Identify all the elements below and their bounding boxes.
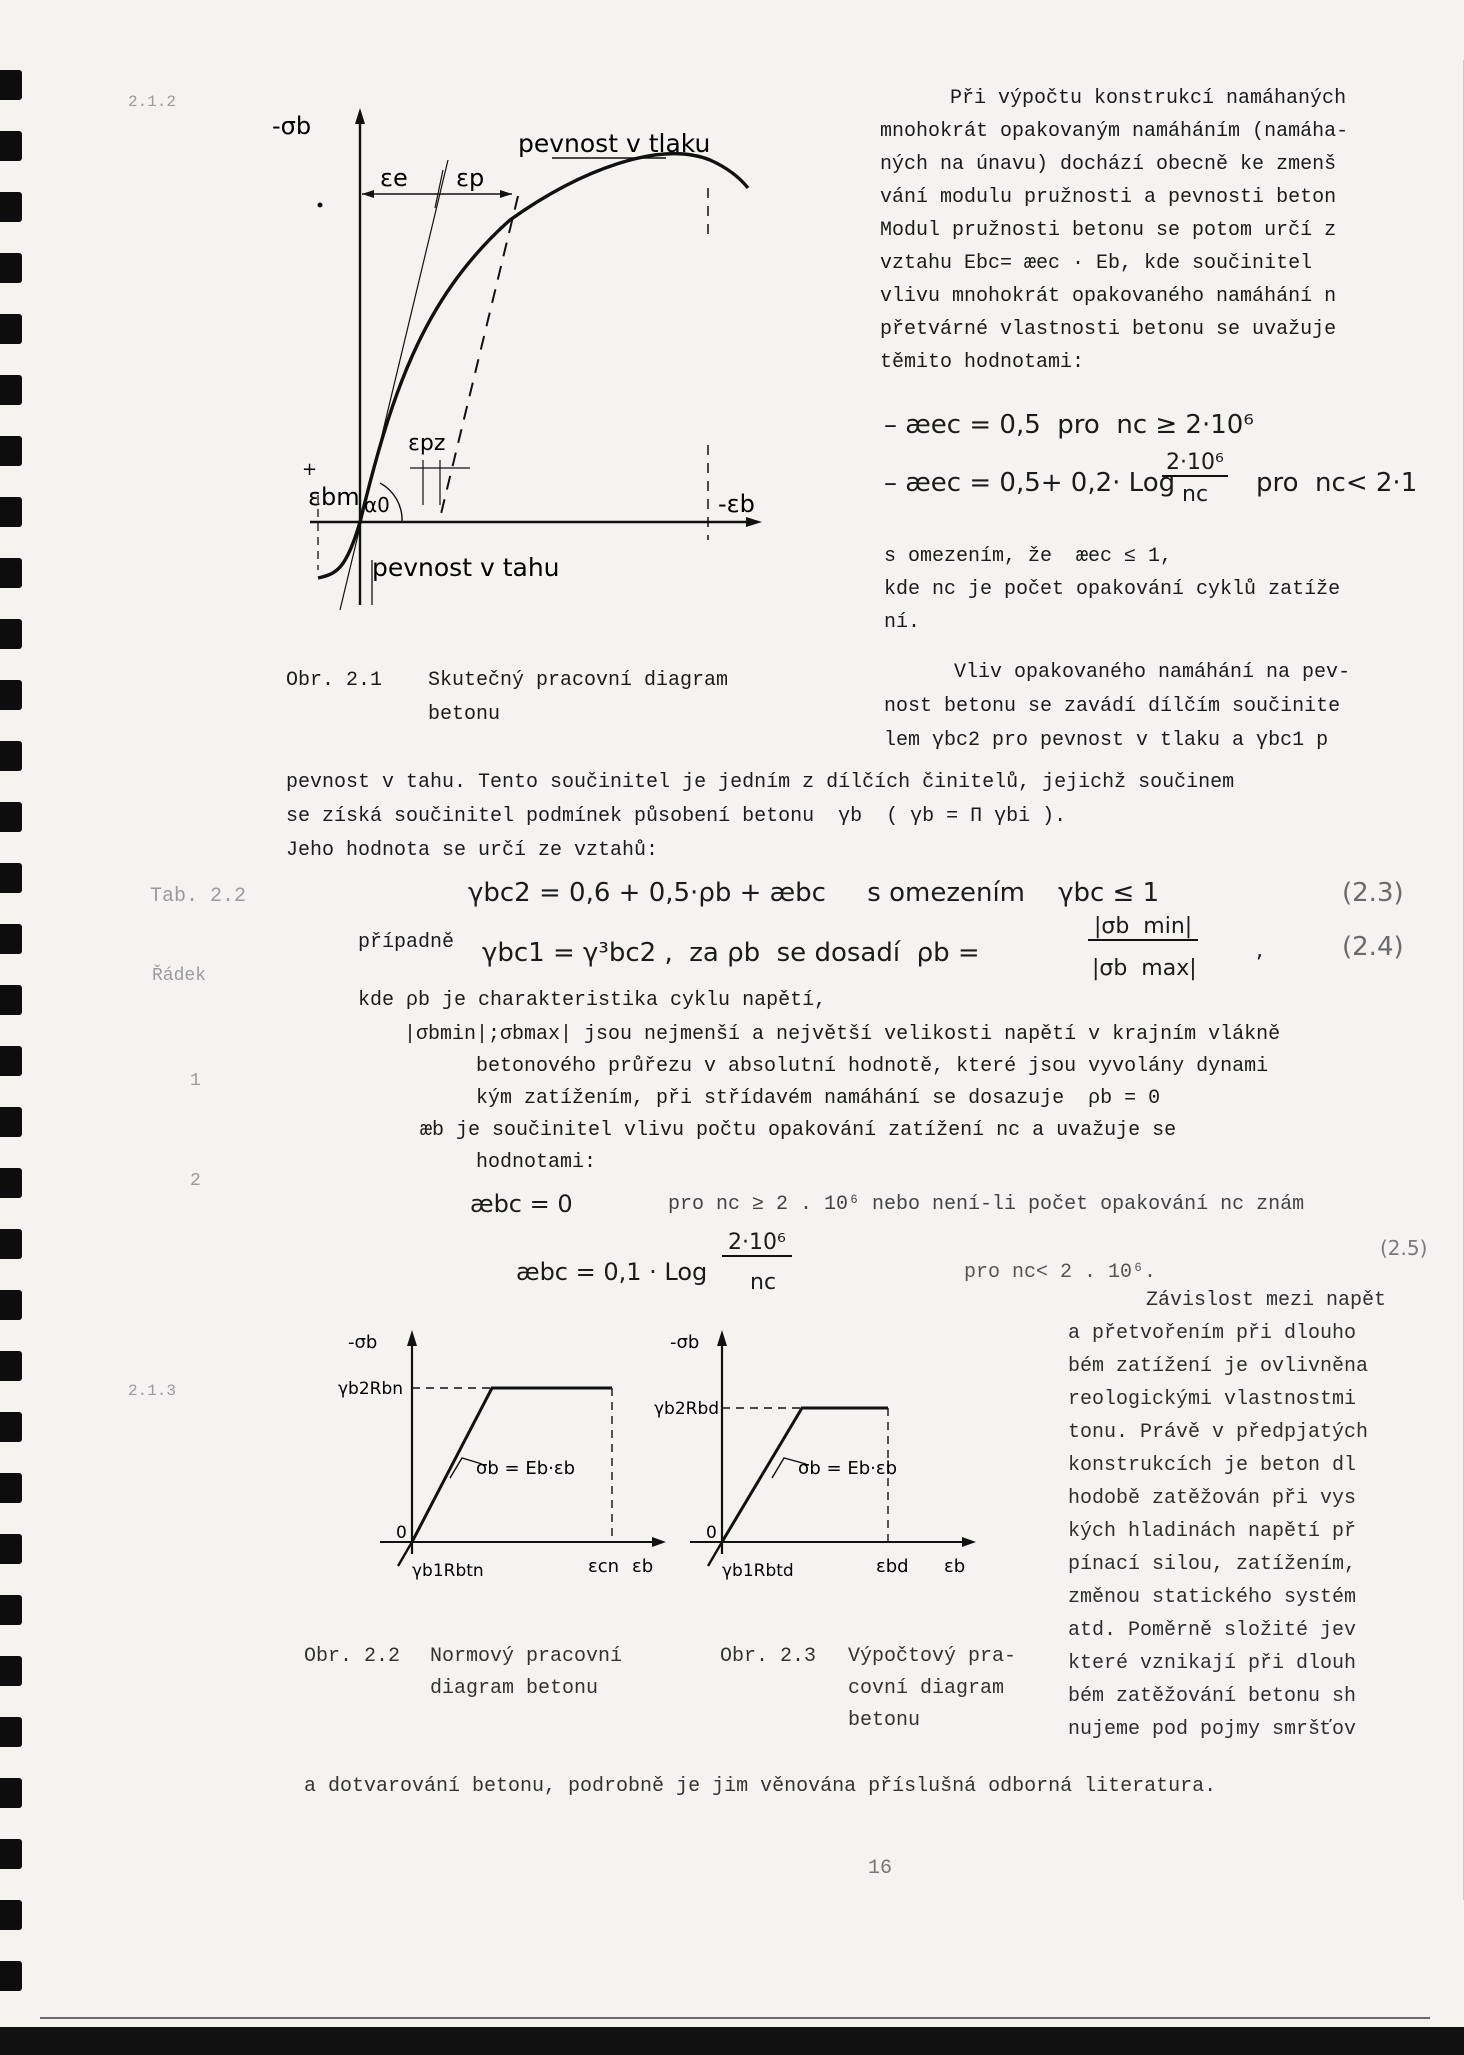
- fig2-caption-label: Obr. 2.2: [304, 1645, 401, 1668]
- fig2-label-eb: εb: [632, 1556, 654, 1577]
- fig1-unloading-line: [440, 196, 518, 518]
- final-line: a dotvarování betonu, podrobně je jim věnována příslušná odborná literatura.: [304, 1775, 1217, 1798]
- equation-2-4-denominator: |σb max|: [1092, 956, 1197, 981]
- kappa-bc-equation-1: æbc = 0: [470, 1190, 573, 1218]
- fig1-label-sigma: -σb: [272, 112, 312, 140]
- definition-line: hodnotami:: [476, 1151, 597, 1174]
- fig2-label-eq: σb = Eb·εb: [476, 1458, 576, 1479]
- kappa-eq2-num: 2·10⁶: [1162, 450, 1228, 477]
- fig3-caption-text-2: covní diagram: [848, 1677, 1005, 1700]
- fig1-label-tension: pevnost v tahu: [372, 553, 560, 582]
- fig3-label-bottom: γb1Rbtd: [722, 1561, 794, 1581]
- fig1-x-arrow: [746, 517, 762, 527]
- kappa-equation-1: – æec = 0,5 pro nc ≥ 2·10⁶: [884, 410, 1254, 440]
- fig2-caption-text: Normový pracovní: [430, 1645, 623, 1668]
- intro-line: vlivu mnohokrát opakovaného namáhání n: [880, 285, 1337, 308]
- equation-2-4: γbc1 = γ³bc2 , za ρb se dosadí ρb =: [482, 938, 980, 968]
- ghost-table-header: Řádek: [152, 966, 207, 986]
- figure-2-3: [650, 1318, 990, 1648]
- fig1-label-ep: εp: [456, 164, 485, 192]
- equation-2-4-number: (2.4): [1342, 932, 1404, 962]
- paragraph2-line: Jeho hodnota se určí ze vztahů:: [286, 839, 659, 862]
- intro-line: přetvárné vlastnosti betonu se uvažuje: [880, 318, 1337, 341]
- equation-2-4-prefix: případně: [358, 931, 455, 954]
- fig1-label-ebm-sup: +: [302, 459, 318, 480]
- binding-ring: [0, 1290, 22, 1320]
- equation-2-4-numerator: |σb min|: [1088, 914, 1198, 941]
- fig1-label-ee: εe: [380, 164, 408, 192]
- binding-ring: [0, 314, 22, 344]
- binding-ring: [0, 1107, 22, 1137]
- kappa-eq2-left: – æec = 0,5+ 0,2· Log: [884, 468, 1176, 498]
- rheology-line: reologickými vlastnostmi: [1068, 1388, 1357, 1411]
- rheology-line: konstrukcích je beton dl: [1068, 1454, 1357, 1477]
- binding-ring: [0, 131, 22, 161]
- bottom-scan-border: [0, 2027, 1464, 2055]
- figure-2-2: [340, 1318, 670, 1648]
- binding-ring: [0, 1351, 22, 1381]
- binding-ring: [0, 863, 22, 893]
- binding-ring: [0, 1961, 22, 1991]
- binding-ring: [0, 1046, 22, 1076]
- intro-line: [880, 247, 1348, 280]
- intro-line: vání modulu pružnosti a pevnosti beton: [880, 186, 1337, 209]
- rheology-line: atd. Poměrně složité jev: [1068, 1619, 1357, 1642]
- intro-line: Při výpočtu konstrukcí namáhaných: [950, 87, 1347, 110]
- intro-line: Modul pružnosti betonu se potom určí z: [880, 219, 1337, 242]
- rheology-line: a přetvořením při dlouho: [1068, 1322, 1357, 1345]
- fig1-strain-divider: [435, 170, 443, 208]
- binding-ring: [0, 1534, 22, 1564]
- definition-line: |σbmin|;σbmax| jsou nejmenší a největší velikosti napětí v krajním vlákně: [404, 1023, 1281, 1046]
- intro-line: těmito hodnotami:: [880, 351, 1085, 374]
- rheology-line: kých hladinách napětí př: [1068, 1520, 1357, 1543]
- rheology-line: pínací silou, zatížením,: [1068, 1553, 1357, 1576]
- fig1-label-ebm: εbm: [308, 483, 360, 511]
- figure-2-1: [272, 100, 780, 620]
- intro-line: mnohokrát opakovaným namáháním (namáha-: [880, 120, 1349, 143]
- limit-line: kde nc je počet opakování cyklů zatíže: [884, 578, 1341, 601]
- equation-2-4-comma: ,: [1256, 938, 1263, 963]
- binding-ring: [0, 558, 22, 588]
- ghost-row-2: 2: [190, 1171, 201, 1191]
- kappa-bc-denominator: nc: [750, 1270, 777, 1295]
- fig1-caption-label: Obr. 2.1: [286, 669, 383, 692]
- binding-ring: [0, 253, 22, 283]
- rheology-line: tonu. Právě v předpjatých: [1068, 1421, 1369, 1444]
- paragraph2-line: nost betonu se zavádí dílčím součinite: [884, 695, 1341, 718]
- kappa-bc-equation-2: æbc = 0,1 · Log: [516, 1258, 708, 1286]
- fig1-caption-text-2: betonu: [428, 703, 501, 726]
- ghost-table-label: Tab. 2.2: [150, 885, 247, 908]
- fig3-label-top: γb2Rbd: [654, 1399, 720, 1419]
- ghost-row-1: 1: [190, 1071, 201, 1091]
- binding-ring: [0, 1168, 22, 1198]
- fig1-label-peak: pevnost v tlaku: [518, 129, 711, 158]
- equation-2-3: γbc2 = 0,6 + 0,5·ρb + æbc s omezením γbc ≤ 1: [468, 878, 1160, 908]
- fig2-label-zero: 0: [396, 1523, 407, 1543]
- fig3-caption-label: Obr. 2.3: [720, 1645, 817, 1668]
- kappa-bc-condition-1: pro nc ≥ 2 . 10⁶ nebo není-li počet opakování nc znám: [668, 1193, 1305, 1216]
- rheology-line: hodobě zatěžován při vys: [1068, 1487, 1357, 1510]
- equation-2-5-number: (2.5): [1380, 1236, 1428, 1260]
- binding-ring: [0, 1839, 22, 1869]
- fig3-label-ebd: εbd: [876, 1556, 909, 1577]
- definition-line: kým zatížením, při střídavém namáhání se dosazuje ρb = 0: [476, 1087, 1161, 1110]
- kappa-eq2-right: pro nc< 2·1: [1256, 468, 1418, 498]
- limit-line: s omezením, že æec ≤ 1,: [884, 545, 1173, 568]
- binding-ring: [0, 70, 22, 100]
- fig2-caption-text-2: diagram betonu: [430, 1677, 599, 1700]
- ghost-section: 2.1.3: [128, 1382, 177, 1400]
- binding-ring: [0, 1778, 22, 1808]
- definition-line: kde ρb je charakteristika cyklu napětí,: [358, 989, 827, 1012]
- rheology-line: nujeme pod pojmy smršťov: [1068, 1718, 1357, 1741]
- fig2-label-sigma: -σb: [348, 1332, 378, 1353]
- fig1-y-arrow: [355, 108, 365, 124]
- binding-ring: [0, 802, 22, 832]
- fig1-caption-text: Skutečný pracovní diagram: [428, 669, 729, 692]
- fig1-label-epz: εpz: [408, 431, 446, 456]
- binding-ring: [0, 1656, 22, 1686]
- binding-ring: [0, 375, 22, 405]
- fig3-label-eq: σb = Eb·εb: [798, 1458, 898, 1479]
- equation-2-3-number: (2.3): [1342, 878, 1404, 908]
- binding-ring: [0, 619, 22, 649]
- binding-ring: [0, 741, 22, 771]
- intro-inline-tail: bc= æec · Eb, kde součinitel: [976, 252, 1313, 275]
- binding-ring: [0, 1473, 22, 1503]
- paragraph2-line: lem γbc2 pro pevnost v tlaku a γbc1 p: [884, 729, 1329, 752]
- kappa-bc-numerator: 2·10⁶: [722, 1230, 792, 1257]
- binding-ring: [0, 1412, 22, 1442]
- rheology-line: Závislost mezi napět: [1146, 1289, 1387, 1312]
- intro-line: ných na únavu) dochází obecně ke zmenš: [880, 153, 1337, 176]
- kappa-bc-condition-2: pro nc< 2 . 10⁶.: [964, 1261, 1157, 1284]
- paragraph2-line: Vliv opakovaného namáhání na pev-: [954, 661, 1351, 684]
- fig1-label-eps-b: -εb: [718, 490, 755, 518]
- binding-ring: [0, 1595, 22, 1625]
- definition-line: æb je součinitel vlivu počtu opakování zatížení nc a uvažuje se: [420, 1119, 1177, 1142]
- binding-ring: [0, 192, 22, 222]
- binding-ring: [0, 924, 22, 954]
- fig3-caption-text-3: betonu: [848, 1709, 921, 1732]
- bottom-scan-edge: [40, 2017, 1430, 2019]
- rheology-line: změnou statického systém: [1068, 1586, 1357, 1609]
- ghost-heading: 2.1.2: [128, 93, 177, 111]
- binding-ring: [0, 436, 22, 466]
- kappa-eq2-den: nc: [1182, 482, 1209, 507]
- rheology-line: bém zatížení je ovlivněna: [1068, 1355, 1369, 1378]
- binding-ring: [0, 985, 22, 1015]
- binding-ring: [0, 680, 22, 710]
- definition-line: betonového průřezu v absolutní hodnotě, které jsou vyvolány dynami: [476, 1055, 1269, 1078]
- intro-paragraph: [880, 82, 1348, 379]
- binding-ring: [0, 1717, 22, 1747]
- binding-ring: [0, 1229, 22, 1259]
- fig3-label-zero: 0: [706, 1523, 717, 1543]
- page-number: 16: [868, 1857, 893, 1880]
- fig2-label-bottom: γb1Rbtn: [412, 1561, 484, 1581]
- fig2-label-ecn: εcn: [588, 1556, 620, 1577]
- paragraph2-line: se získá součinitel podmínek působení betonu γb ( γb = Π γbi ).: [286, 805, 1067, 828]
- fig3-label-sigma: -σb: [670, 1332, 700, 1353]
- limit-text: [884, 540, 1340, 639]
- fig1-label-alpha: α0: [364, 493, 390, 517]
- fig2-label-top: γb2Rbn: [338, 1379, 404, 1399]
- intro-inline: vztahu E: [880, 252, 977, 275]
- rheology-paragraph: [1068, 1284, 1386, 1746]
- fig3-caption-text: Výpočtový pra-: [848, 1645, 1017, 1668]
- fig3-label-eb: εb: [944, 1556, 966, 1577]
- binding-ring: [0, 1900, 22, 1930]
- paragraph2-line: pevnost v tahu. Tento součinitel je jedním z dílčích činitelů, jejichž součinem: [286, 771, 1235, 794]
- binding-ring: [0, 497, 22, 527]
- rheology-line: bém zatěžování betonu sh: [1068, 1685, 1357, 1708]
- rheology-line: které vznikají při dlouh: [1068, 1652, 1357, 1675]
- fig1-tangent-line: [340, 160, 448, 610]
- limit-line: ní.: [884, 611, 921, 634]
